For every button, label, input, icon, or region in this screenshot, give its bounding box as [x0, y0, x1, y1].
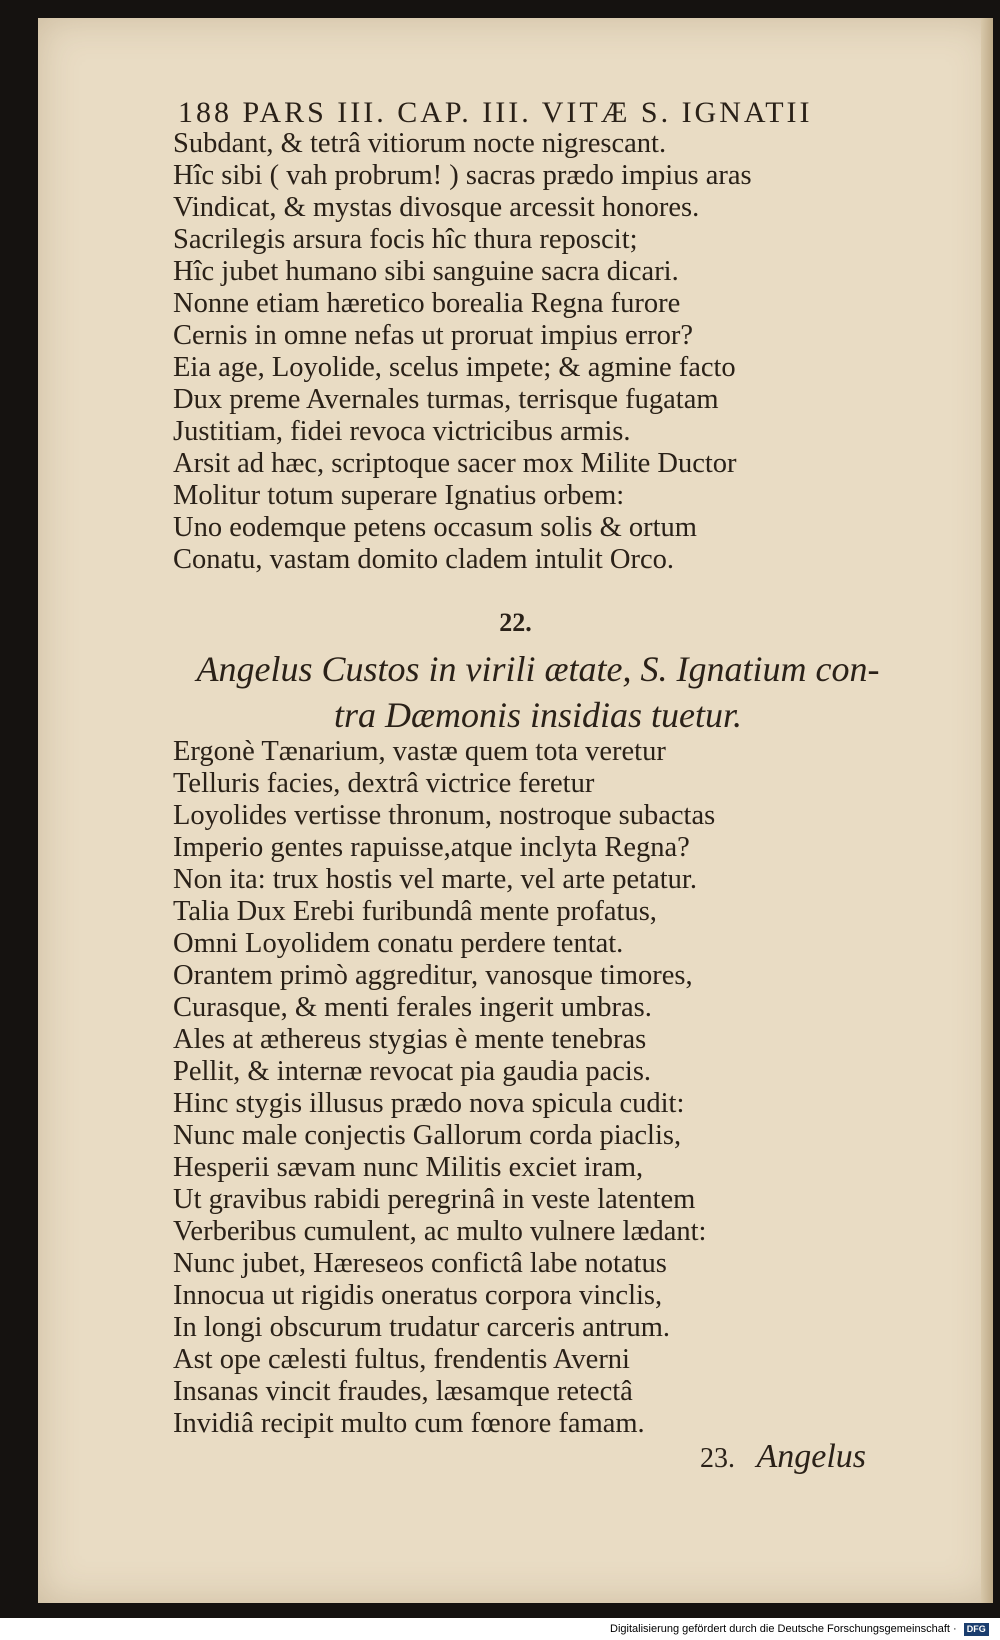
verse-line: Vindicat, & mystas divosque arcessit honores. — [173, 192, 700, 223]
verse-line: Imperio gentes rapuisse,atque inclyta Regna? — [173, 832, 690, 863]
verse-line: Ergonè Tænarium, vastæ quem tota veretur — [173, 736, 666, 767]
verse-line: Talia Dux Erebi furibundâ mente profatus, — [173, 896, 657, 927]
verse-line: Telluris facies, dextrâ victrice feretur — [173, 768, 595, 799]
verse-line: Invidiâ recipit multo cum fœnore famam. — [173, 1408, 645, 1439]
verse-line: Ales at æthereus stygias è mente tenebras — [173, 1024, 647, 1055]
verse-line: Nunc jubet, Hæreseos confictâ labe notatus — [173, 1248, 667, 1279]
catchword — [700, 1438, 866, 1476]
verse-line: Innocua ut rigidis oneratus corpora vinclis, — [173, 1280, 663, 1311]
section-title-line: Angelus Custos in virili ætate, S. Ignatium con- — [196, 649, 880, 689]
section-number: 22. — [499, 608, 532, 637]
dfg-logo: DFG — [964, 1623, 989, 1636]
verse-line: Ut gravibus rabidi peregrinâ in veste latentem — [173, 1184, 696, 1215]
credit-text: Digitalisierung gefördert durch die Deutsche Forschungsgemeinschaft · — [610, 1623, 957, 1635]
verse-line: Omni Loyolidem conatu perdere tentat. — [173, 928, 624, 959]
catchword-number: 23. — [700, 1443, 735, 1474]
verse-line: Hîc sibi ( vah probrum! ) sacras prædo impius aras — [173, 160, 752, 191]
page-edge — [981, 18, 993, 1603]
book-page — [38, 18, 993, 1603]
verse-block-bottom — [173, 736, 715, 1440]
verse-line: Subdant, & tetrâ vitiorum nocte nigrescant. — [173, 128, 667, 159]
verse-line: Nunc male conjectis Gallorum corda piaclis, — [173, 1120, 682, 1151]
section-title — [138, 646, 938, 738]
digitization-credit — [610, 1621, 989, 1637]
verse-line: Pellit, & internæ revocat pia gaudia pacis. — [173, 1056, 652, 1087]
verse-line: Hesperii sævam nunc Militis exciet iram, — [173, 1152, 644, 1183]
verse-line: Hîc jubet humano sibi sanguine sacra dicari. — [173, 256, 679, 287]
verse-line: Non ita: trux hostis vel marte, vel arte petatur. — [173, 864, 697, 895]
verse-line: Orantem primò aggreditur, vanosque timores, — [173, 960, 693, 991]
verse-line: Nonne etiam hæretico borealia Regna furore — [173, 288, 681, 319]
verse-line: Arsit ad hæc, scriptoque sacer mox Milite Ductor — [173, 448, 737, 479]
verse-line: Ast ope cælesti fultus, frendentis Averni — [173, 1344, 630, 1375]
verse-line: Eia age, Loyolide, scelus impete; & agmine facto — [173, 352, 736, 383]
verse-line: Sacrilegis arsura focis hîc thura reposcit; — [173, 224, 638, 255]
running-header: 188 PARS III. CAP. III. VITÆ S. IGNATII — [178, 96, 813, 129]
verse-line: Curasque, & menti ferales ingerit umbras. — [173, 992, 652, 1023]
verse-line: Hinc stygis illusus prædo nova spicula cudit: — [173, 1088, 685, 1119]
verse-line: Insanas vincit fraudes, læsamque retectâ — [173, 1376, 633, 1407]
section-title-line: tra Dæmonis insidias tuetur. — [333, 695, 743, 735]
verse-line: Molitur totum superare Ignatius orbem: — [173, 480, 625, 511]
catchword-text: Angelus — [756, 1438, 867, 1475]
verse-line: Justitiam, fidei revoca victricibus armis. — [173, 416, 631, 447]
verse-line: Loyolides vertisse thronum, nostroque subactas — [173, 800, 716, 831]
verse-line: Cernis in omne nefas ut proruat impius error? — [173, 320, 693, 351]
verse-block-top — [173, 128, 752, 576]
verse-line: Conatu, vastam domito cladem intulit Orco. — [173, 544, 675, 575]
verse-line: In longi obscurum trudatur carceris antrum. — [173, 1312, 671, 1343]
verse-line: Verberibus cumulent, ac multo vulnere lædant: — [173, 1216, 707, 1247]
verse-line: Uno eodemque petens occasum solis & ortum — [173, 512, 697, 543]
verse-line: Dux preme Avernales turmas, terrisque fugatam — [173, 384, 719, 415]
